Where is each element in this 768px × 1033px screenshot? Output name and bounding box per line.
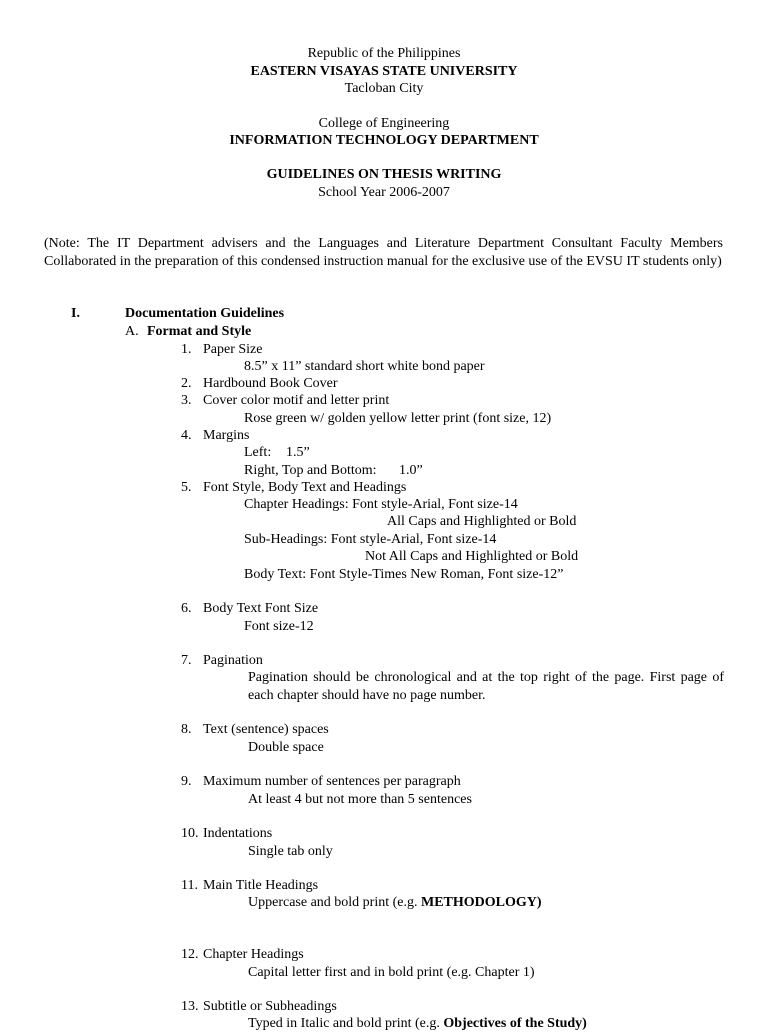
item-label: Body Text Font Size	[203, 601, 319, 616]
item-number: 2.	[181, 376, 192, 391]
item-detail: 8.5” x 11” standard short white bond paper	[244, 359, 485, 374]
margin-rtb-value: 1.0”	[399, 463, 423, 478]
note-paragraph: (Note: The IT Department advisers and the Languages and Literature Department Consultant Faculty Members Collaborated in the preparation of this condensed instruction manual for the exclusive use of the EVSU IT students only)	[44, 236, 723, 269]
item-number: 12.	[181, 947, 199, 962]
item-number: 7.	[181, 653, 192, 668]
item-detail-emphasis: Objectives of the Study)	[443, 1016, 587, 1031]
item-detail: Rose green w/ golden yellow letter print (font size, 12)	[244, 411, 552, 426]
subsection-title: Format and Style	[147, 324, 252, 339]
item-label: Chapter Headings	[203, 947, 304, 962]
item-detail	[248, 894, 542, 912]
item-label: Maximum number of sentences per paragraph	[203, 774, 461, 789]
item-label: Font Style, Body Text and Headings	[203, 480, 407, 495]
item-number: 10.	[181, 826, 199, 841]
item-detail: At least 4 but not more than 5 sentences	[248, 792, 472, 807]
item-label: Subtitle or Subheadings	[203, 999, 337, 1014]
item-label: Cover color motif and letter print	[203, 393, 390, 408]
item-number: 5.	[181, 480, 192, 495]
item-label: Main Title Headings	[203, 878, 319, 893]
margin-rtb-label: Right, Top and Bottom:	[244, 463, 377, 478]
section-title: Documentation Guidelines	[125, 306, 285, 321]
item-number: 8.	[181, 722, 192, 737]
item-detail: Not All Caps and Highlighted or Bold	[365, 549, 579, 564]
item-detail: Body Text: Font Style-Times New Roman, Font size-12”	[244, 567, 564, 582]
item-number: 3.	[181, 393, 192, 408]
item-label: Margins	[203, 428, 250, 443]
item-detail: Double space	[248, 740, 324, 755]
section-number: I.	[71, 306, 80, 321]
item-number: 9.	[181, 774, 192, 789]
document-title: GUIDELINES ON THESIS WRITING	[266, 167, 502, 182]
item-detail-emphasis: METHODOLOGY)	[421, 895, 542, 910]
item-detail-text: Uppercase and bold print (e.g.	[248, 895, 418, 910]
department-name: INFORMATION TECHNOLOGY DEPARTMENT	[229, 133, 539, 148]
university-name: EASTERN VISAYAS STATE UNIVERSITY	[250, 64, 518, 79]
item-label: Indentations	[203, 826, 273, 841]
college-line: College of Engineering	[318, 116, 450, 131]
item-detail: Font size-12	[244, 619, 314, 634]
item-label: Paper Size	[203, 342, 263, 357]
item-detail-text: Typed in Italic and bold print (e.g.	[248, 1016, 440, 1031]
item-number: 11.	[181, 878, 198, 893]
item-number: 13.	[181, 999, 199, 1014]
item-label: Pagination	[203, 653, 263, 668]
item-number: 6.	[181, 601, 192, 616]
item-detail: All Caps and Highlighted or Bold	[387, 514, 577, 529]
item-detail: Capital letter first and in bold print (e.g. Chapter 1)	[248, 965, 535, 980]
subsection-letter: A.	[125, 324, 139, 339]
margin-left-value: 1.5”	[286, 445, 310, 460]
item-detail: Single tab only	[248, 844, 333, 859]
item-detail: Pagination should be chronological and at the top right of the page. First page of each chapter should have no page number.	[248, 670, 724, 703]
margin-left-label: Left:	[244, 445, 272, 460]
item-number: 1.	[181, 342, 192, 357]
item-detail: Chapter Headings: Font style-Arial, Font size-14	[244, 497, 518, 512]
city-line: Tacloban City	[344, 81, 424, 96]
item-detail: Sub-Headings: Font style-Arial, Font size-14	[244, 532, 497, 547]
school-year: School Year 2006-2007	[318, 185, 450, 200]
item-label: Text (sentence) spaces	[203, 722, 329, 737]
item-number: 4.	[181, 428, 192, 443]
item-label: Hardbound Book Cover	[203, 376, 338, 391]
republic-line: Republic of the Philippines	[307, 46, 461, 61]
